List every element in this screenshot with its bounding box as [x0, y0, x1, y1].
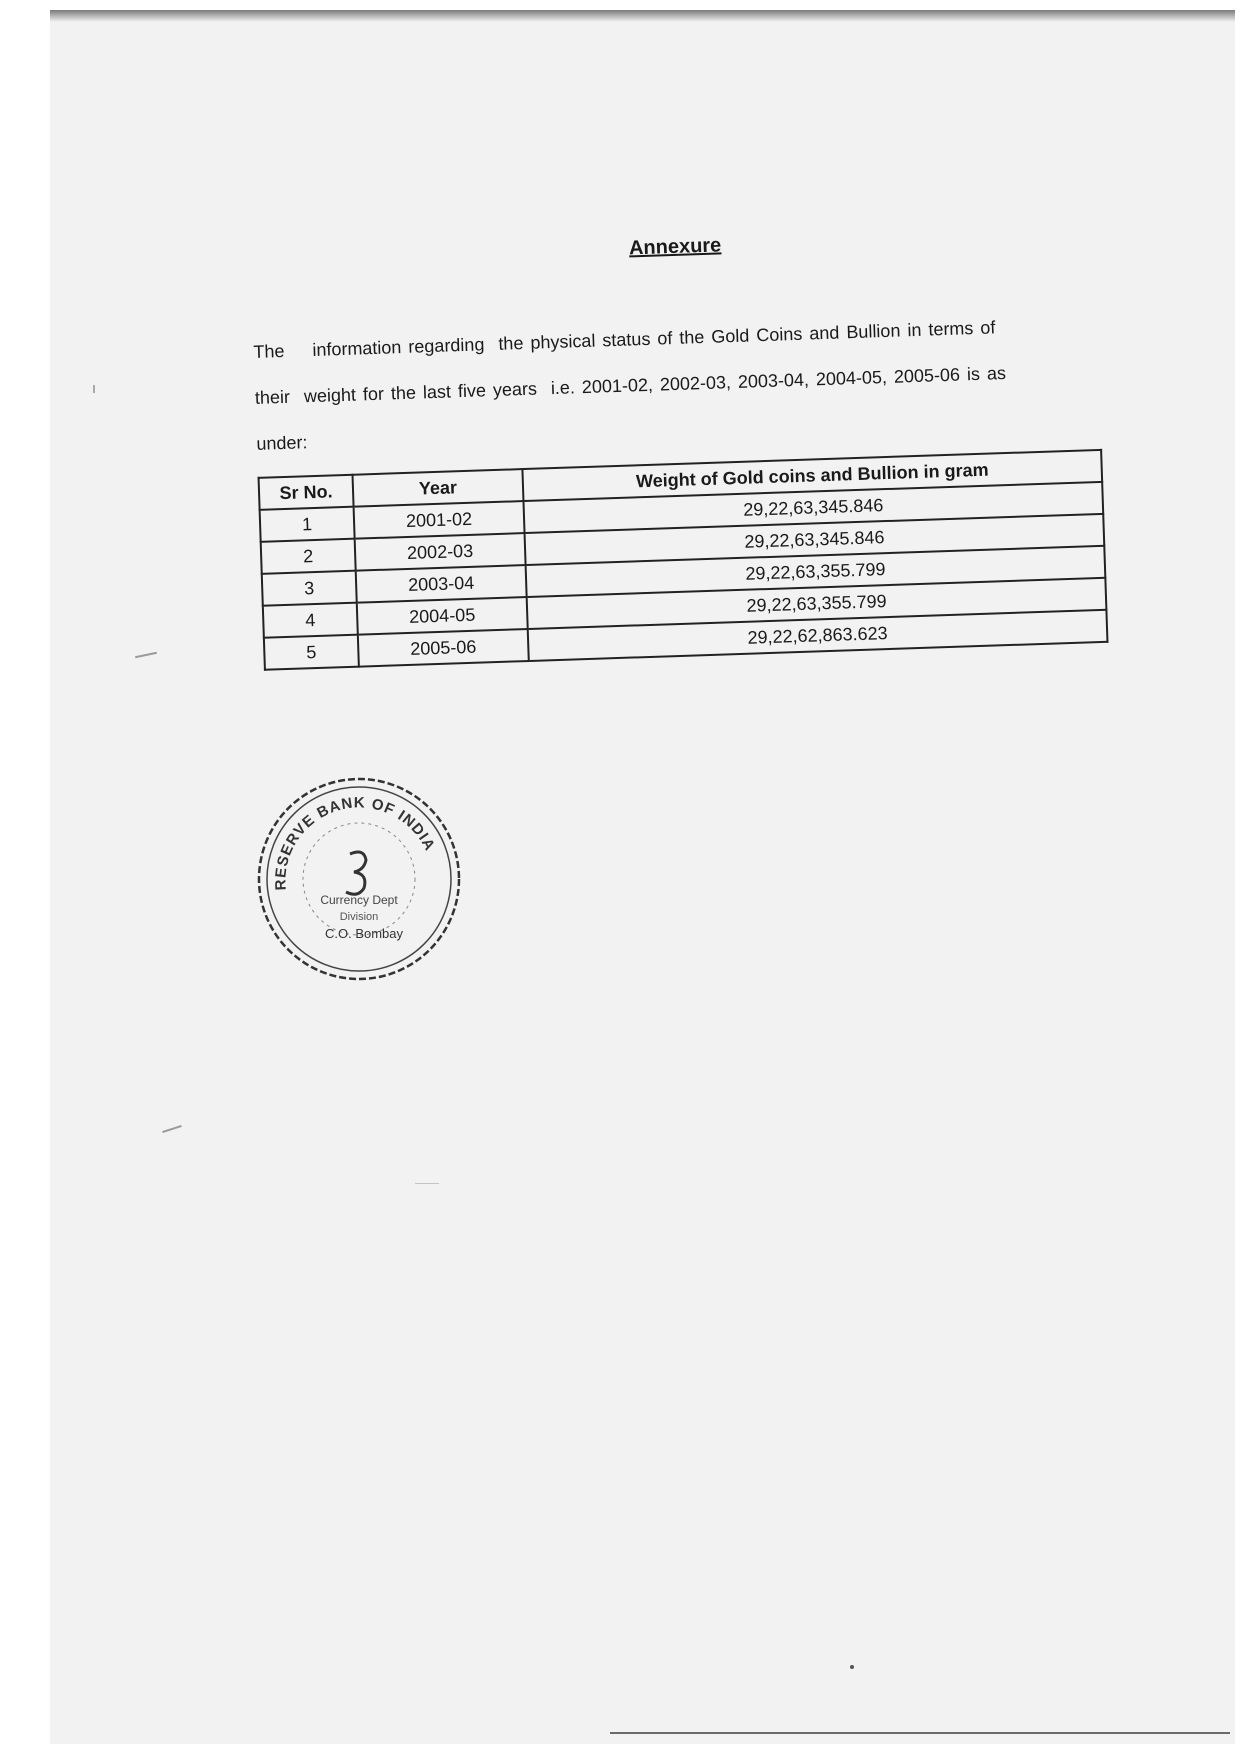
cell-weight: 29,22,63,355.799: [527, 578, 1107, 629]
cell-year: 2002-03: [355, 533, 526, 571]
cell-weight: 29,22,62,863.623: [528, 610, 1108, 661]
cell-year: 2001-02: [354, 501, 525, 539]
scan-mark: [93, 385, 95, 393]
cell-sr-no: 3: [262, 571, 357, 606]
cell-sr-no: 5: [264, 635, 359, 670]
cell-weight: 29,22,63,345.846: [523, 482, 1103, 533]
seal-line-3: C.O. Bombay: [324, 926, 404, 941]
scan-edge-shadow: [50, 10, 1235, 22]
intro-line-3: under:: [256, 432, 308, 454]
cell-sr-no: 2: [261, 539, 356, 574]
reserve-bank-seal: [252, 772, 467, 987]
cell-sr-no: 1: [260, 507, 355, 542]
seal-inner-ring: [267, 787, 451, 971]
seal-emblem-mark: [346, 852, 366, 894]
scan-bottom-edge: [610, 1732, 1230, 1734]
intro-line-1: The information regarding the physical status of the Gold Coins and Bullion in terms of: [253, 317, 996, 362]
annexure-content: [250, 222, 1113, 671]
cell-weight: 29,22,63,355.799: [526, 546, 1106, 597]
cell-weight: 29,22,63,345.846: [525, 514, 1105, 565]
seal-graphic: [252, 772, 467, 987]
scan-mark: [850, 1665, 854, 1669]
seal-line-2: Division: [339, 911, 379, 923]
seal-line-1: Currency Dept: [320, 893, 398, 907]
intro-line-2: their weight for the last five years i.e. 2001-02, 2002-03, 2003-04, 2004-05, 2005-06 is as: [254, 363, 1007, 408]
scan-mark: [415, 1183, 439, 1184]
seal-outer-text: RESERVE BANK OF INDIA: [272, 794, 439, 891]
document-title: Annexure: [628, 234, 722, 260]
cell-sr-no: 4: [263, 603, 358, 638]
cell-year: 2003-04: [356, 565, 527, 603]
cell-year: 2004-05: [357, 597, 528, 635]
gold-weight-table: [258, 449, 1109, 671]
cell-year: 2005-06: [358, 629, 529, 667]
header-year: Year: [353, 469, 524, 507]
header-sr-no: Sr No.: [259, 475, 354, 510]
header-weight: Weight of Gold coins and Bullion in gram: [522, 450, 1102, 501]
